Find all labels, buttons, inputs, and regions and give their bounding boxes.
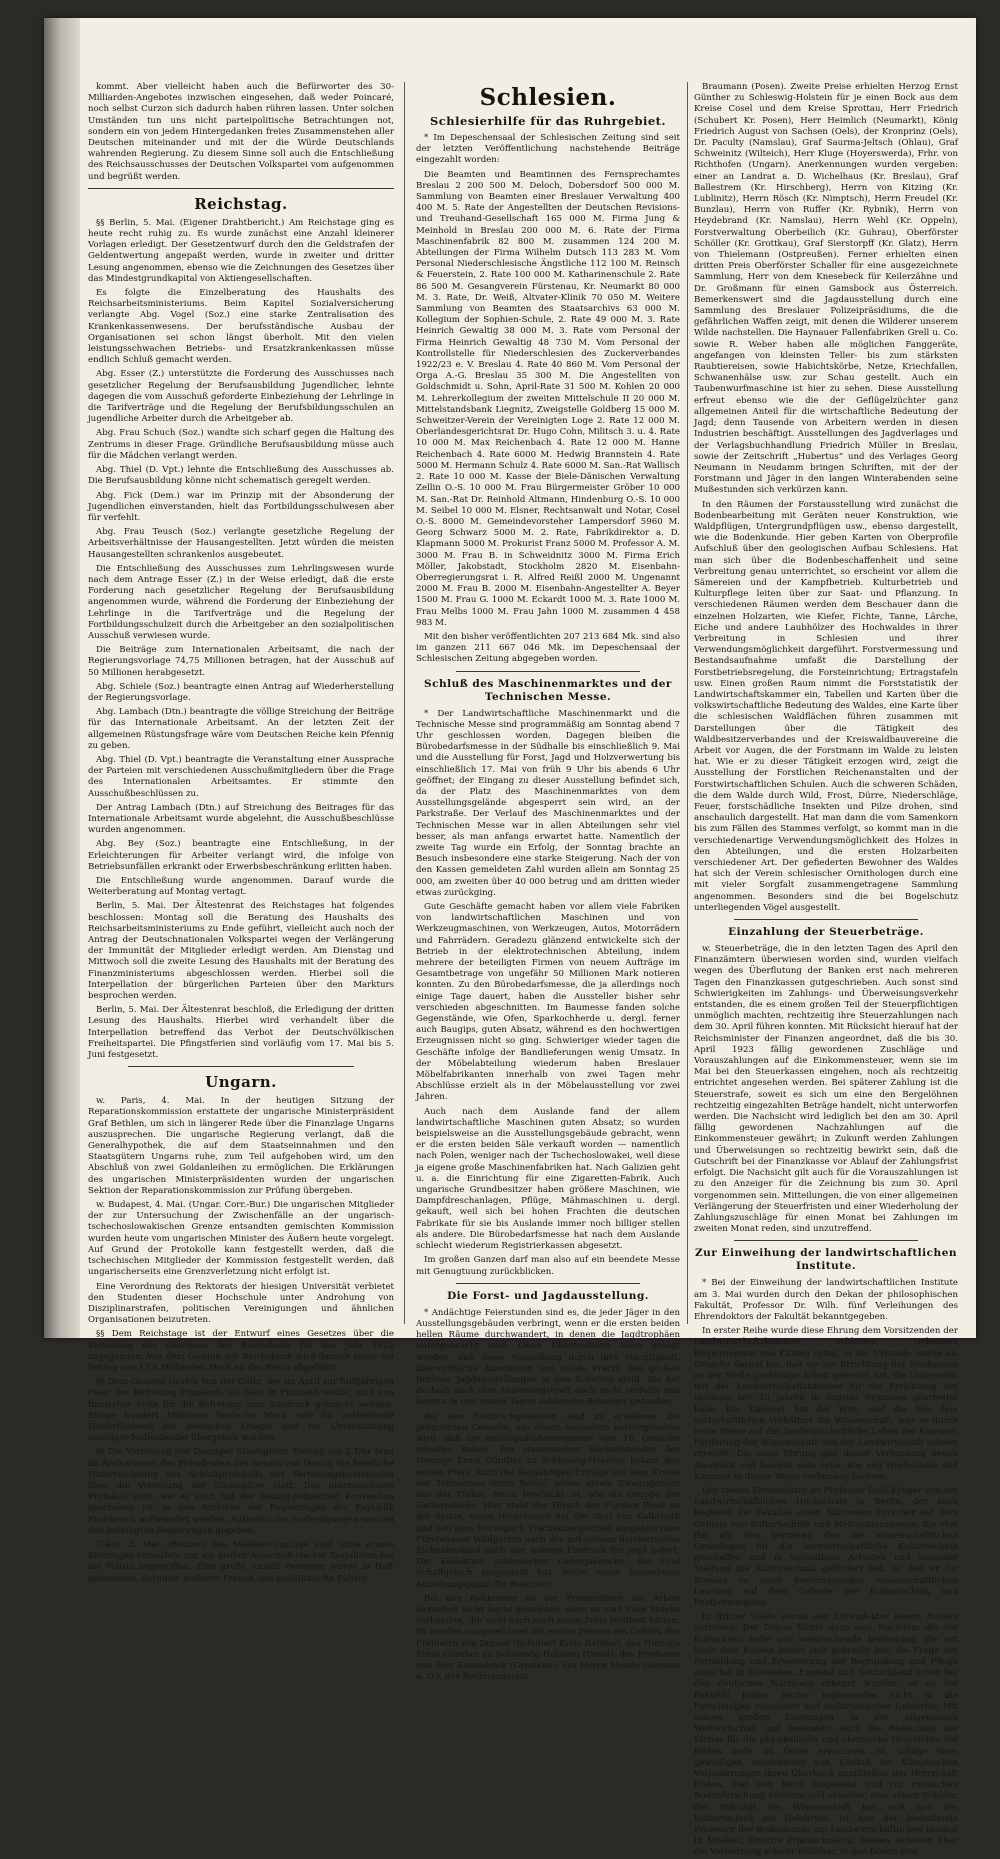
paragraph: §§ Die Verteilung der Danziger Staatsgüter. Freitag um 2 Uhr fand im Amtszimmer des Präsidenten des Senats von Danzig die feierliche Unterzeichnung des Schlußprotokolls der Verteilungskommission über die Verteilung der Staatsgüter statt. Das unterzeichnete Protokoll wird, wie es auch mit der Danzig-polnischen Konvention geschehen ist, in den Archiven der Regierungen der Republik Frankreich aufbewahrt werden. Authentische Ausfertigungen werden den beteiligten Regierungen gegeben. <box>88 1447 394 1536</box>
divider <box>734 1240 918 1241</box>
paragraph: Die Entschließung des Ausschusses zum Lehrlingswesen wurde nach dem Antrage Esser (Z.) in der Weise erledigt, daß die erste Forderung nach gesetzlicher Regelung der Berufsausbildung angenommen wurde, während die Forderung der Einbeziehung der Lehrlinge in die Tarifverträge und die Regelung der Fortbildungsschulzeit durch die Arbeitgeber an den sozialpolitischen Ausschuß verwiesen wurde. <box>88 563 394 641</box>
section-title-institute: Zur Einweihung der landwirtschaftlichen Institute. <box>694 1247 958 1273</box>
paragraph: Im großen Ganzen darf man also auf ein beendete Messe mit Genugtuung zurückblicken. <box>416 1255 680 1277</box>
paragraph: §§ Berlin, 5. Mai. (Eigener Drahtbericht.) Am Reichstage ging es heute recht ruhig zu. Es wurde zunächst eine Anzahl kleinerer Vorlagen erledigt. Der Gesetzentwurf durch den die Geldstrafen der Geldentwertung angepaßt werden, wurde in zweiter und dritter Lesung angenommen, ebenso wie die Zeichnungen des Gesetzes über das Mindestgrundkapital von Aktiengesellschaften. <box>88 217 394 284</box>
paragraph: kommt. Aber vielleicht haben auch die Befürworter des 30-Milliarden-Angebotes inzwischen eingesehen, daß weder Poincaré, noch selbst Curzon sich dadurch haben rühren lassen. Unter solchen Umständen tun uns nicht parteipolitische Betrachtungen not, sondern ein von jedem Hintergedanken freies Zusammenstehen aller Deutschen miteinander und mit der die Würde Deutschlands wahrenden Regierung. Zu diesem Sinne soll auch die Entschließung des Reichsausschusses der Deutschen Volkspartei vom aufgenommen und begrüßt werden. <box>88 82 394 182</box>
section-title-steuer: Einzahlung der Steuerbeträge. <box>728 926 924 939</box>
paragraph: Abg. Frau Schuch (Soz.) wandte sich scharf gegen die Haltung des Zentrums in dieser Frage. Gründliche Berufsausbildung müsse auch für die Mädchen verlangt werden. <box>88 428 394 461</box>
forst-continuation <box>694 82 958 914</box>
newspaper-page <box>44 18 976 1858</box>
divider <box>734 919 918 920</box>
ungarn-article <box>88 1096 394 1585</box>
binding-gutter <box>44 18 80 1338</box>
paragraph: Abg. Fick (Dem.) war im Prinzip mit der Absonderung der Jugendlichen einverstanden, hielt das Fortbildungsschulwesen aber für verfehlt. <box>88 490 394 523</box>
continuation-text <box>88 82 394 183</box>
paragraph: * Andächtige Feierstunden sind es, die jeder Jäger in den Ausstellungsgebäuden verbringt, wenn er die ersten beiden hellen Räume durchwandert, in denen die Jagdtrophäen untergebracht sind. Ohne Übertreibung kann gesagt werden, daß diese Ausstellung durch ihre Mächtigkeit, übersichtliche Anordnung und solide Pracht den großen Berliner Jagdausstellungen in den Schatten stellt. Sie hat deshalb auch ihre Anziehungskraft auch nicht verfehlt und bereits in den ersten Tagen zahlreiche Besucher gefunden. <box>416 1307 680 1408</box>
paragraph: Abg. Bey (Soz.) beantragte eine Entschließung, in der Erleichterungen für Arbeiter verlangt wird, die infolge von Betriebsunfällen erkrankt oder Erwerbsbeschränkung erlitten haben. <box>88 839 394 872</box>
paragraph: Abg. Schiele (Soz.) beantragte einen Antrag auf Wiederherstellung der Regierungsvorlage. <box>88 681 394 703</box>
divider <box>128 1066 354 1067</box>
paragraph: In erster Reihe wurde diese Ehrung dem Vorsitzenden der Landwirtschaftskammer Schlesien, Geheimen Regierungsrat von Kitzing zuteil, in der Urkunde wurde als Ursache darauf hin, daß sie zur Errichtung der Neubauten an der Stelle großartige Arbeit geleistet hat, die Universität mit der Landwirtschaftskammer für die Errichtung der Institute seit 40 Jahren in engster Symbiose gearbeitet habe. Die Kammer hat der Wirt. und die ihm dem wirtschaftlichen Verhältnis die Wissenschaft, was er durch seine Weise auf das landwirtschaftliche Leben der Kammer, Förderung der Wissenschaft und der Landwirtschaft schwer erreicht. Die neue Ehrung gibt dieser Verbindung neuen Ausdruck und beweist aufs neue, wie eng Hochschule und Kammer in dieser Weise verbunden bleiben. <box>694 1326 958 1482</box>
subtitle-ruhrhilfe: Schlesierhilfe für das Ruhrgebiet. <box>429 114 667 128</box>
paragraph: w. Steuerbeträge, die in den letzten Tagen des April den Finanzämtern überwiesen worden sind, wurden vielfach wegen des Überflutung der Banken erst nach mehreren Tagen den Finanzkassen gutgeschrieben. Auch sonst sind Schwierigkeiten im Zahlungs- und Überweisungsverkehr entstanden, die es einem großen Teil der Steuerpflichtigen unmöglich machten, rechtzeitig ihre Steuerzahlungen nach dem 30. April führen konnten. Mit Rücksicht hierauf hat der Reichsminister der Finanzen angeordnet, daß die bis 30. April 1923 fällig gewordenen Zuschläge und Vorauszahlungen auf die Einkommensteuer, wenn sie im Mai bei den Steuerkassen eingehen, noch als rechtzeitig entrichtet angesehen werden. Bei späterer Zahlung ist die Steuerstrafe, soweit es sich um eine den Bergelöhnen rechtzeitig eingezahlten Beträge handelt, nicht unterworfen werden. Die Nachsicht wird lediglich bei den am 30. April fällig gewordenen Nachzahlungen auf die Einkommensteuer gewährt; in Zukunft werden Zahlungen und Überweisungen so rechtzeitig bewirkt sein, daß die Gutschrift bei der Finanzkasse vor Ablauf der Zahlungsfrist erfolgt. Die Nachsicht gilt auch für die Vorauszahlungen ist zu den Anzeiger für die Zeichnung bis zum 30. April vorgenommen sein. Mitteilungen, die von einer allgemeinen Verlängerung der Steuerfristen und einer Wiederholung der Zahlungszuschläge für einen Monat bei Zahlungen im zweiten Monat reden, sind unzutreffend. <box>694 944 958 1235</box>
paragraph: Mit den bisher veröffentlichten 207 213 684 Mk. sind also im ganzen 211 667 046 Mk. im Depeschensaal der Schlesischen Zeitung abgegeben worden. <box>416 631 680 665</box>
paragraph: * Im Depeschensaal der Schlesischen Zeitung sind seit der letzten Veröffentlichung nachstehende Beiträge eingezahlt worden: <box>416 133 680 166</box>
ruhrhilfe-article <box>416 133 680 666</box>
paragraph: Abg. Frau Teusch (Soz.) verlangte gesetzliche Regelung der Arbeitsverhältnisse der Hausangestellten. Jetzt würden die meisten Hausangestellten schrankenlos ausgebeutet. <box>88 527 394 560</box>
paragraph: In den Räumen der Forstausstellung wird zunächst die Bodenbearbeitung mit Geräten neuer Konstruktion, wie Waldpflügen, Untergrundpflügen usw., ebenso dargestellt, wie die Bodenkunde. Hier geben Karten von Oberprofile Aufschluß über den geologischen Aufbau Schlesiens. Hat man sich über die Bodenbeschaffenheit und seine Verbreitung genau unterrichtet, so erscheint vor allem die Sämereien und der Kampfbetrieb. Kulturbetrieb und Kulturpflege leiten über zur Saat- und Pflanzung. In verschiedenen Räumen werden dem Beschauer dann die einzelnen Holzarten, wie Kiefer, Fichte, Tanne, Lärche, Eiche und andere Laubhölzer des Hochwaldes in ihrer Verbreitung in Schlesien und ihrer Verwendungsmöglichkeit dargeführt. Forstvermessung und Bestandsaufnahme umfaßt die Darstellung der Forstbetriebsregelung, die Forsteinrichtung; Ertragstafeln usw. Einen großen Raum nimmt die Forststatistik der Landwirtschaftskammer ein, Tabellen und Karten über die volkswirtschaftliche Bedeutung des Waldes, eine Karte über die schlesischen Waldflächen führen zusammen mit Darstellungen über die Tätigkeit des Waldbesitzerverbandes und der Kreiswaldbauvereine die Arbeit vor Augen, die der Forstmann im Walde zu leisten hat. Wie er zu dieser Tätigkeit erzogen wird, zeigt die Ausstellung der Forstlichen Reichenanstalten und der Forstwirtschaftlichen Schulen. Auch die schweren Schäden, die dem Walde durch Wild, Frost, Dürre, Niederschläge, Feuer, forstschädliche Insekten und Pilze drohen, sind anschaulich dargestellt. Hat man dann die vom Samenkorn bis zum Fällen des Stammes verfolgt, so kommt man in die verschiedenartige Verwendungsmöglichkeit des Holzes in den Abteilungen, und die ersten Holzarbeiten verschiedener Art. Der gefiederten Bewohner des Waldes hat sich der Verein schlesischer Ornithologen durch eine mit vieler Sorgfalt zusammengetragene Sammlung angenommen. Besonders sind die bei Bogelschutz unterliegenden Vögel ausgestellt. <box>694 499 958 913</box>
paragraph: Abg. Lambach (Dtn.) beantragte die völlige Streichung der Beiträge für das Internationale Arbeitsamt. An der letzten Zeit der allgemeinen Rüstungsfrage wäre vom Deutschen Reiche kein Pfennig zu geben. <box>88 707 394 751</box>
paragraph: §§ Dem General Grafen von der Goltz, der im April zur fünfjährigen Feier der Befreiung Finnlands als Gast in Finnland weilte, sind von finnischer Seite für die Befreiung zum Ausdruck gebracht worden. Einige hundert Millionen finnische Mark sind für notleidende Hinterbliebene der deutschen Krieger und zur Unterstützung sonstiger Notleidender übergeben worden. <box>88 1377 394 1444</box>
column-rule <box>687 82 688 1324</box>
paragraph: Bei den Rothirschgeweihen sind zu erwähnen die prämiierten Geweihe, aus denen besonders hervorgehoben wird, daß die Reichspräsidentenpreise vom 16. Geweihe erhalten haben. Ein slawonischer Sechzehnender des Herzogs Ernst Günther zu Schleswig-Holstein bekam den ersten Preis. Auch die diesjährigen Erträge aus dem Kreise der Teilnehmer ihren Beifall, außer einem Zwanzigender aus der Türkei. Reich beschickt ist, wie die Gruppe der Gatterhirsche. Hier steht der Hirsch des Fürsten Pless an der Spitze, einen Heidehirsch hat der Graf von Kalkreuth und von dem Herzoglich Trachenbergischen ausgebrachten Fürstenauer Wildgarten auch der mit seinem hundertvollen Eichenbestand auch den wahren Eindruck für Jagd liefert. Die Kollektion schlesischer Gebirgshirsche, die Graf Schaffgotsch ausgestellt hat, bildet einen besonderen Anziehungspunkt für Besucher. <box>416 1411 680 1590</box>
paragraph: §§ Dem Reichstage ist der Entwurf eines Gesetzes über die Verteilung des Gewinnes der Reichsbank für das Jahr 1922 zugegangen. Von dem Gewinn der Reichsbank wird danach zuvor ein Betrag von 17,8 Milliarden Mark an das Reich abgeführt. <box>88 1329 394 1373</box>
paragraph: Abg. Thiel (D. Vpt.) beantragte die Veranstaltung einer Aussprache der Parteien mit verschiedenen Ausschußmitgliedern über die Frage des Internationalen Arbeitsamtes. Er stimmte den Ausschußbeschlüssen zu. <box>88 754 394 799</box>
column-middle <box>416 82 680 1683</box>
paragraph: Braumann (Posen). Zweite Preise erhielten Herzog Ernst Günther zu Schleswig-Holstein für je einen Bock aus dem Kreise Cosel und dem Kreise Sprottau, Herr Friedrich (Schubert Kr. Posen), Herr Heimlich (Neumarkt), König Friedrich August von Sachsen (Oels), der Kronprinz (Oels), Dr. Paculty (Namslau), Graf Saurma-Jeltsch (Ohlau), Graf Schweinitz (Wilteich), Herr Kluge (Hoyerswerda), Frhr. von Richthofen (Ungarn). Anerkennungen wurden vergeben: einer an Landrat a. D. Wichelhaus (Kr. Breslau), Graf Ballestrem (Kr. Hirschberg), Herrn von Kitzing (Kr. Lublinitz), Herrn Rösch (Kr. Nimptsch), Herrn Freudel (Kr. Bunzlau), Herrn von Ruffer (Kr. Rybnik), Herrn von Heydebrand (Kr. Namslau), Herrn Wehl (Kr. Oppeln), Forstverwaltung Oberbeilich (Kr. Guhrau), Oberförster Schöller (Kr. Grottkau), Graf Sierstorpff (Kr. Glatz), Herrn von Thielemann (Ostpreußen). Ferner erhielten einen dritten Preis Oberförster Schaller für eine ausgezeichnete Sammlung, Herr von dem Knesebeck für Keilerzähne und Dr. Großmann für einen Gamsbock aus Österreich. Bemerkenswert sind die Jagdausstellung durch eine Sammlung des Breslauer Polizeipräsidiums, die die gefährlichen Waffen zeigt, mit denen die Wilderer unserem Wilde nachstellen. Die Haynauer Fallenfabriken Grell u. Co. sowie R. Weber haben alle möglichen Fanggeräte, angefangen von kleinsten Teller- bis zum stärksten Raubtiereisen, sowie Habichtskörbe, Netze, Kriechfallen, Schwanenhälse usw. zur Schau gestellt. Auch ein Taubenwurfmaschine ist hier zu sehen. Diese Ausstellung erfreut ebenso wie die der Geflügelzüchter ganz allgemeinen Anteil für die wirtschaftliche Bedeutung der Jagd; denn Tausende von Arbeitern werden in diesen Industrien beschäftigt. Ausstellungen des Jagdverlages und der Verlagsbuchhandlung Friedrich Müller in Breslau, sowie der Zeitschrift „Hubertus“ und des Verlages Georg Neumann in Neudamm bringen Schriften, mit der der Forstmann und Jäger in den langen Winterabenden seine Mußestunden sich verkürzen kann. <box>694 82 958 496</box>
paragraph: Auch nach dem Auslande fand der allem landwirtschaftliche Maschinen guten Absatz; so wurden beispielsweise an die Ausstellungsgebäude gebracht, wenn er die ersten beiden Säle verkauft worden — namentlich nach Polen, weniger nach der Tschechoslowakei, weil diese ja eigene große Maschinenfabriken hat. Nach Galizien geht u. a. die Einrichtung für eine Zigaretten-Fabrik. Auch ungarische Grundbesitzer haben größere Maschinen, wie Dampfdreschanlagen, Pflüge, Mähmaschinen u. dergl. gekauft, weil sich bei hohen Frachten die deutschen Fabrikate für sie bis Auslande immer noch billiger stellen als andere. Die Bürobedarfsmesse hat nach dem Auslande schlecht wiederum Registrierkassen abgesetzt. <box>416 1106 680 1252</box>
section-title-ungarn: Ungarn. <box>205 1073 277 1092</box>
institute-article <box>694 1278 958 1858</box>
paragraph: Die Beamten und Beamtinnen des Fernsprechamtes Breslau 2 200 500 M. Deloch, Dobersdorf 500 000 M. Sammlung von Beamten einer Breslauer Verwaltung 400 400 M. 5. Rate der Angestellten der Deutschen Revisions- und Treuhand-Gesellschaft 165 000 M. Firma Jung & Meinhold in Breslau 200 000 M. 6. Rate der Firma Maschinenfabrik 82 800 M. zusammen 124 200 M. Abteilungen der Firma Wilhelm Dutsch 113 283 M. Vom Personal Niederschlesische Ängstliche 112 100 M. Reinsch & Feuerstein, 2. Rate 100 000 M. Katharinenschule 2. Rate 86 500 M. Gesangverein Fürstenau, Kr. Neumarkt 80 000 M. 3. Rate, Dr. Weiß, Altvater-Klinik 70 050 M. Weitere Sammlung von Beamten des Staatsarchivs 63 000 M. Kollegium der Sophien-Schule, 2. Rate 49 000 M. 3. Rate Heinrich Gewaltig 38 000 M. 3. Rate vom Personal der Firma Heinrich Gewaltig 48 730 M. Vom Personal der Kontrollstelle für Niederschlesien des Zuckerverbandes 1922/23 e. V. Breslau 4. Rate 40 860 M. Vom Personal der Orga A.-G. Breslau 35 300 M. Die Angestellten von Goldschmidt u. Sohn, April-Rate 31 500 M. Kohlen 20 000 M. Lehrerkollegium der zweiten Mittelschule II 20 000 M. Mittelstandsbank Liegnitz, Zweigstelle Goldberg 15 000 M. Schweitzer-Verein der Vereinigten Loge 2. Rate 12 000 M. Oberlandesgerichtsrat Dr. Hugo Cohn, Militsch 3. u. 4. Rate 10 000 M. Max Reichenbach 4. Rate 12 000 M. Hanne Reichenbach 4. Rate 6000 M. Hedwig Brannstein 4. Rate 5000 M. Hermann Schulz 4. Rate 6000 M. San.-Rat Wallisch 2. Rate 10 000 M. Kasse der Biele-Dänischen Verwaltung Zellin O.-S. 10 000 M. Frau Bürgermeister Gröber 10 000 M. San.-Rat Dr. Reinhold Altmann, Hindenburg O.-S. 10 000 M. Seibel 10 000 M. Elsner, Rechtsanwalt und Notar, Cosel O.-S. 8000 M. Gemeindevorsteher Lampersdorf 5960 M. Georg Schwarz 5000 M. 2. Rate, Fabrikdirektor a. D. Klapmann 5000 M. Prokurist Franz 5000 M. Professor A. M. 3000 M. Frau B. in Schweidnitz 3000 M. Firma Erich Möller, Jakobstadt, Stockholm 2820 M. Eisenbahn-Oberregierungsrat i. R. Alfred Reißl 2000 M. Ungenannt 2000 M. Frau B. 2000 M. Eisenbahn-Angestellter A. Beyer 1500 M. Frau G. 1000 M. Eckardt 1000 M. 3. Rate 1000 M. Frau Melbs 1000 M. Frau Jahn 1000 M. zusammen 4 458 983 M. <box>416 169 680 628</box>
paragraph: Abg. Esser (Z.) unterstützte die Forderung des Ausschusses nach gesetzlicher Regelung der Berufsausbildung Jugendlicher, lehnte dagegen die vom Ausschuß geforderte Einbeziehung der Lehrlinge in die Tarifverträge und die Regelung der Berufsbildungsschulen an jugendliche Arbeiter durch die Arbeitgeber ab. <box>88 369 394 425</box>
paragraph: * Der Landwirtschaftliche Maschinenmarkt und die Technische Messe sind programmäßig am Sonntag abend 7 Uhr geschlossen worden. Dagegen bleiben die Bürobedarfsmesse in der Südhalle bis einschließlich 9. Mai und die Ausstellung für Forst, Jagd und Holzverwertung bis einschließlich 17. Mai von früh 9 Uhr bis abends 6 Uhr geöffnet; der Eingang zu dieser Ausstellung befindet sich, da der Platz des Maschinenmarktes von dem Ausstellungsgelände abgesperrt sein wird, an der Parkstraße. Der Verlauf des Maschinenmarktes und der Technischen Messe war in allen Abteilungen sehr viel besser, als man anfangs erwartet hatte. Namentlich der zweite Tag wurde ein Erfolg, der Sonntag brachte an Besuch insbesondere eine starke Steigerung. Nach der von den Kassen gemeldeten Zahl wurden allein am Sonntag 25 000, am zweiten über 40 000 betrug und am dritten wieder etwas zurückging. <box>416 708 680 898</box>
paragraph: Abg. Thiel (D. Vpt.) lehnte die Entschließung des Ausschusses ab. Die Berufsausbildung könne nicht schematisch geregelt werden. <box>88 465 394 487</box>
section-title-forst: Die Forst- und Jagdausstellung. <box>447 1289 649 1302</box>
paragraph: Die Entschließung wurde angenommen. Darauf wurde die Weiterberatung auf Montag vertagt. <box>88 876 394 898</box>
column-left <box>88 82 394 1584</box>
paragraph: Tokio, 2. Mai. (Reuter.) Die Maifeier-Umzüge sind ohne ernste Störungen verlaufen; nur ein großer Ausschuß starker Sozialisten hat die Polizei angegriffen. Eine große Anzahl Personen wurde in Haft genommen, darunter mehrere Frauen und sozialistische Führer. <box>88 1539 394 1584</box>
section-title-reichstag: Reichstag. <box>194 194 288 213</box>
column-rule <box>404 82 405 1324</box>
steuer-article <box>694 944 958 1235</box>
paragraph: Der Antrag Lambach (Dtn.) auf Streichung des Beitrages für das Internationale Arbeitsamt wurde abgelehnt, die Ausschußbeschlüsse wurden angenommen. <box>88 802 394 836</box>
paragraph: Bei den Rehkronen ist der Preisrichtern die Arbeit sicherlich nicht leicht geworden, denn es sind viele Stücke vorhanden, die wohl auch noch einen Preis verdient hätten. Es wurden ausgezeichnet mit ersten Preisen ein Gehörn des Freiherrn von Durant (Schubert Kreis Ratibor), des Herzogs Ernst Günther zu Schleswig-Holstein (Cosel), des Freiherrn von dem Kniesebeck (Grottkau), des Herrn Mende (Steinau a. O.), des Rechnungsrats <box>416 1593 680 1683</box>
paragraph: * Bei der Einweihung der landwirtschaftlichen Institute am 3. Mai wurden durch den Dekan der philosophischen Fakultät, Professor Dr. Wilh. fünf Verleihungen des Ehrendoktors der Fakultät bekanntgegeben. <box>694 1278 958 1322</box>
section-title-schlesien: Schlesien. <box>479 84 617 111</box>
paragraph: Eine Verordnung des Rektorats der hiesigen Universität verbietet den Studenten dieser Hochschule unter Androhung von Disziplinarstrafen, politischen Vereinigungen und ähnlichen Organisationen beizutreten. <box>88 1281 394 1326</box>
divider <box>456 671 640 672</box>
paragraph: Die Beiträge zum Internationalen Arbeitsamt, die nach der Regierungsvorlage 74,75 Millionen betragen, hat der Ausschuß auf 50 Millionen herabgesetzt. <box>88 645 394 678</box>
reichstag-article <box>88 218 394 1061</box>
paragraph: w. Budapest, 4. Mai. (Ungar. Corr.-Bur.) Die ungarischen Mitglieder der zur Untersuchung der Zwischenfälle an der ungarisch-tschechoslowakischen Grenze entsandten gemischten Kommission wurden heute vom ungarischen Minister des Äußern heute vorgelegt. Auf Grund der Protokolle kann festgestellt werden, daß die tschechischen Mitglieder der Kommission festgestellt werden, daß ungarischerseits eine Grenzverletzung nicht erfolgt ist. <box>88 1200 394 1278</box>
messe-article <box>416 709 680 1278</box>
paragraph: Der zweite Ehrendoktor ist Professor Emil Krüger von der Landwirtschaftlichen Hochschule in Berlin, der auch begleitet die Fakultät einen führenden Forscher auf dem Gebiete von Kulturtechnik und Meliorationswesen. Sie ehrt ihn als den Vertreter, der die wissenschaftlichen Grundlagen für die landwirtschaftliche Kulturtechnik geschaffen und in vielseitigen Arbeiten und leitender Stellung die Kulturtechnik gefördert hat, so daß er für Breslau zu einer hervorragenden wissenschaftlichen Leistung auf dem Gebiete der Kulturtechnik und Feldbereinigung. <box>694 1485 958 1608</box>
forst-article <box>416 1308 680 1684</box>
paragraph: Berlin, 5. Mai. Der Ältestenrat des Reichstages hat folgendes beschlossen: Montag soll die Beratung des Haushalts des Reichsarbeitsministeriums zu Ende geführt, vielleicht auch noch der Antrag der Deutschnationalen Volkspartei wegen der Verlängerung der Immunität der Mitglieder erledigt werden. Am Dienstag und Mittwoch soll die zweite Lesung des Haushalts mit der Beratung des Finanzministeriums abgeschlossen werden. Hierbei soll die Interpellation der bürgerlichen Parteien über den Markturs besprochen werden. <box>88 901 394 1002</box>
paragraph: In dritter Stelle wurde der Ehrendoktor einem Russen verliehen. Der Dekan führte dazu aus: Nachdem die der Kulturkreis hohe und weitreichende Bedeutung, die mit Stolz dem Russen hinter sich gebracht hat, die Frage der Fortbildung und Erweiterung der Begründung und Pflege zunächst in Schweden, England und Deutschland schon bei den deutschen Nachbarn erkannt wurden, ist es der Fakultät bisher letzter ergänzendes Licht in die Forschungen russischer und nichtrussischer Gelehrter. Mit seinen großen Leistungen in der allgemeinen Weltwirtschaft und besonders auch die Bedeutung des Klimas für die physikalische und chemische Geschichte der Böden mehr im Osten erwachsen ist, infolge ihrer gewaltigen Ausdehnung von Einfluß ins Klimatischen Veränderungen ihren Überblick unmittelbar der Herrschaft Böden. Hat sein Werk eingehend und zur russischen Bodenforschung verdient und erhalten, eine seiner Schüler, der Fakultät die Wissenschaft hat sich aus der Kulturtechnik die Gelehrten, ist nun der bedeutende Professor der Bodenkunde am Landwirtschaftlichen Institut in Moskau, Dmitrie Prjanischnikow, dessen Arbeiten über die Verwertung schwer löslicher, in den Böden eine <box>694 1612 958 1858</box>
divider <box>456 1283 640 1284</box>
section-title-messe: Schluß des Maschinenmarktes und der Technischen Messe. <box>424 677 672 703</box>
column-right <box>694 82 958 1858</box>
paragraph: w. Paris, 4. Mai. In der heutigen Sitzung der Reparationskommission erstattete der ungarische Ministerpräsident Graf Bethlen, um sich in längerer Rede über die Finanzlage Ungarns auszusprechen. Die ungarische Regierung verlangt, daß die Generalhypothek, die auf dem Staatseinnahmen und den Staatsgütern Ungarns ruhe, zum Teil aufgehoben wird, um den Abschluß von zwei Goldanleihen zu ermöglichen. Die Erklärungen des ungarischen Ministerpräsidenten wurden der ungarischen Sektion der Reparationskommission zur Prüfung übergeben. <box>88 1096 394 1196</box>
paragraph: Berlin, 5. Mai. Der Ältestenrat beschloß, die Erledigung der dritten Lesung des Haushalts. Hierbei wird verhandelt über die Interpellation betreffend das Verbot der Deutschvölkischen Freiheitspartei. Die Pfingstferien sind vorläufig vom 17. Mai bis 5. Juni festgesetzt. <box>88 1005 394 1061</box>
paragraph: Gute Geschäfte gemacht haben vor allem viele Fabriken von landwirtschaftlichen Maschinen und von Werkzeugmaschinen, von Werkzeugen, Autos, Motorrädern und Fahrrädern. Geradezu glänzend entwickelte sich der Betrieb in der elektrotechnischen Abteilung, indem mehrere der beteiligten Firmen von neuem Aufträge im Gesamtbetrage von ungefähr 50 Millionen Mark notieren konnten. Zu den Bürobedarfsmesse, die ja allerdings noch einige Tage dauert, haben die Aussteller bisher sehr verschieden abgeschnitten. Im Baumesse fanden solche Gegenstände, wie Ofen, Sparkochherde u. dergl. ferner auch Baugips, guten Absatz, während es den hochwertigen Erzeugnissen nicht so ging. Schwieriger wieder tagen die Geschäfte infolge der Bandlieferungen wenig Umsatz. In der Möbelabteilung wiederum haben Breslauer Möbelfabrikanten innerhalb von zwei Tagen mehr Abschlüsse erzielt als in der Möbelausstellung vor zwei Jahren. <box>416 902 680 1103</box>
divider <box>88 188 394 189</box>
paragraph: Es folgte die Einzelberatung des Haushalts des Reichsarbeitsministeriums. Beim Kapitel Sozialversicherung verlangte Abg. Vogel (Soz.) eine starke Zentralisation des Krankenkassenwesens. Der berufsständische Ausbau der Organisationen sei schon längst überholt. Mit den vielen leistungsschwachen Betriebs- und Ersatzkrankenkassen müsse endlich Schluß gemacht werden. <box>88 288 394 366</box>
